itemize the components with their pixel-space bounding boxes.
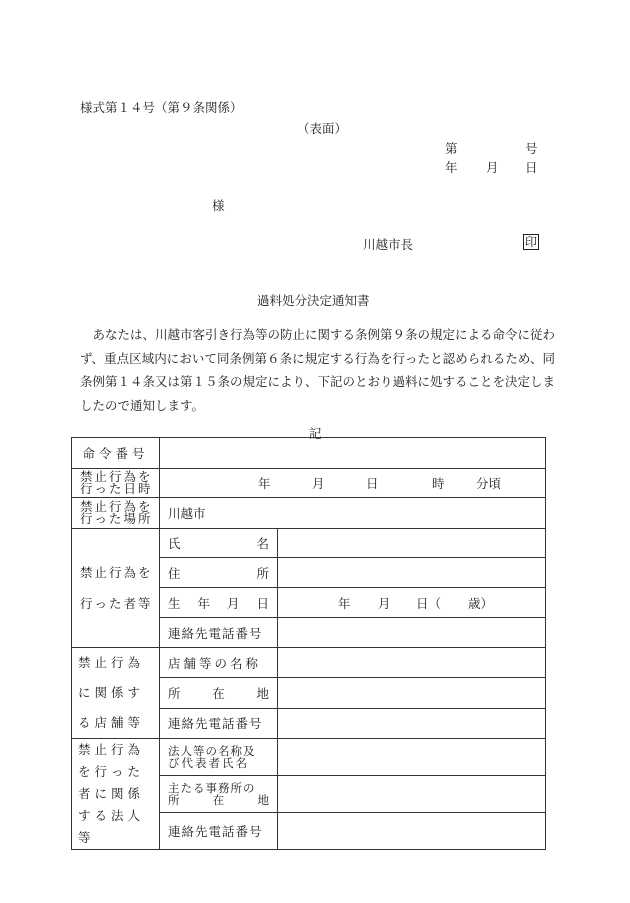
sl-a: 所	[168, 685, 181, 701]
header-go: 号	[525, 141, 538, 156]
bd-age: 歳）	[468, 595, 494, 611]
pa-a: 住	[168, 565, 181, 581]
b-d: 日	[256, 595, 269, 611]
co-b: 在	[212, 793, 225, 807]
corp-office-line2	[168, 794, 269, 807]
corp-office-line1: 主たる事務所の	[168, 780, 256, 795]
b-a: 生	[168, 595, 181, 611]
store-name-value[interactable]	[278, 648, 546, 678]
order-number-label: 命令番号	[72, 438, 160, 469]
header-day: 日	[525, 160, 538, 175]
corp-name-label	[160, 739, 278, 776]
person-group-label: 禁止行為を行った者等	[72, 529, 160, 648]
bd-day: 日（	[416, 595, 442, 611]
pa-b: 所	[256, 565, 269, 581]
side-label: （表面）	[297, 121, 348, 136]
person-name-label	[160, 529, 278, 558]
dt-hour: 時	[432, 476, 445, 491]
co-c: 地	[257, 793, 269, 807]
corp-office-label	[160, 776, 278, 813]
person-name-value[interactable]	[278, 529, 546, 558]
corp-office-value[interactable]	[278, 776, 546, 813]
body-paragraph-container	[80, 323, 555, 417]
bd-year: 年	[338, 595, 351, 611]
seal-label: 印	[525, 235, 538, 249]
header-year: 年	[445, 160, 458, 175]
datetime-value[interactable]	[160, 469, 546, 498]
corp-name-line2: び代表者氏名	[168, 756, 249, 770]
table-row-datetime	[72, 469, 546, 498]
sl-c: 地	[256, 685, 269, 701]
corp-name-line1: 法人等の名称及	[168, 743, 256, 758]
b-c: 月	[226, 595, 240, 611]
table-row-place	[72, 498, 546, 529]
store-location-label	[160, 678, 278, 708]
corp-phone-value[interactable]	[278, 813, 546, 850]
form-number: 様式第１４号（第９条関係）	[80, 100, 243, 115]
birth-value[interactable]	[278, 588, 546, 618]
addressee-suffix: 様	[212, 198, 225, 213]
body-paragraph: あなたは、川越市客引き行為等の防止に関する条例第９条の規定による命令に従わず、重点区域内において同条例第６条に規定する行為を行ったと認められるため、同条例第１４条又は第１５条の規定により、下記のとおり過料に処することを決定しましたので通知します。	[80, 327, 556, 413]
store-group-label: 禁止行為に関係する店舗等	[72, 648, 160, 739]
co-a: 所	[168, 793, 180, 807]
dt-year: 年	[258, 476, 271, 491]
dt-minute: 分頃	[476, 476, 502, 491]
table-row-corp-name	[72, 739, 546, 776]
pn-b: 名	[256, 536, 269, 551]
issuer: 川越市長	[363, 237, 414, 252]
table-row-order	[72, 438, 546, 469]
person-phone-label: 連絡先電話番号	[160, 618, 278, 648]
details-table	[71, 437, 546, 850]
ki-label: 記	[309, 426, 322, 441]
b-b: 年	[197, 595, 210, 611]
birth-label	[160, 588, 278, 618]
table-row-store-name	[72, 648, 546, 678]
table-row-person-name	[72, 529, 546, 558]
document-title: 過料処分決定通知書	[257, 293, 370, 308]
sl-b: 在	[212, 685, 225, 701]
dt-day: 日	[366, 476, 379, 491]
order-number-value[interactable]	[160, 438, 546, 469]
store-phone-value[interactable]	[278, 708, 546, 738]
header-dai: 第	[445, 141, 458, 156]
header-month: 月	[486, 160, 499, 175]
store-location-value[interactable]	[278, 678, 546, 708]
bd-month: 月	[378, 595, 391, 611]
corp-group-label: 禁止行為を行った者に関係する法人等	[72, 739, 160, 850]
person-address-label	[160, 558, 278, 588]
store-phone-label: 連絡先電話番号	[160, 708, 278, 738]
seal-mark	[523, 234, 539, 250]
corp-phone-label: 連絡先電話番号	[160, 813, 278, 850]
corp-name-value[interactable]	[278, 739, 546, 776]
datetime-label: 禁止行為を行った日時	[72, 469, 160, 498]
place-value[interactable]: 川越市	[160, 498, 546, 529]
person-address-value[interactable]	[278, 558, 546, 588]
pn-a: 氏	[168, 536, 181, 551]
dt-month: 月	[312, 476, 325, 491]
store-name-label: 店舗等の名称	[160, 648, 278, 678]
place-label: 禁止行為を行った場所	[72, 498, 160, 529]
person-phone-value[interactable]	[278, 618, 546, 648]
